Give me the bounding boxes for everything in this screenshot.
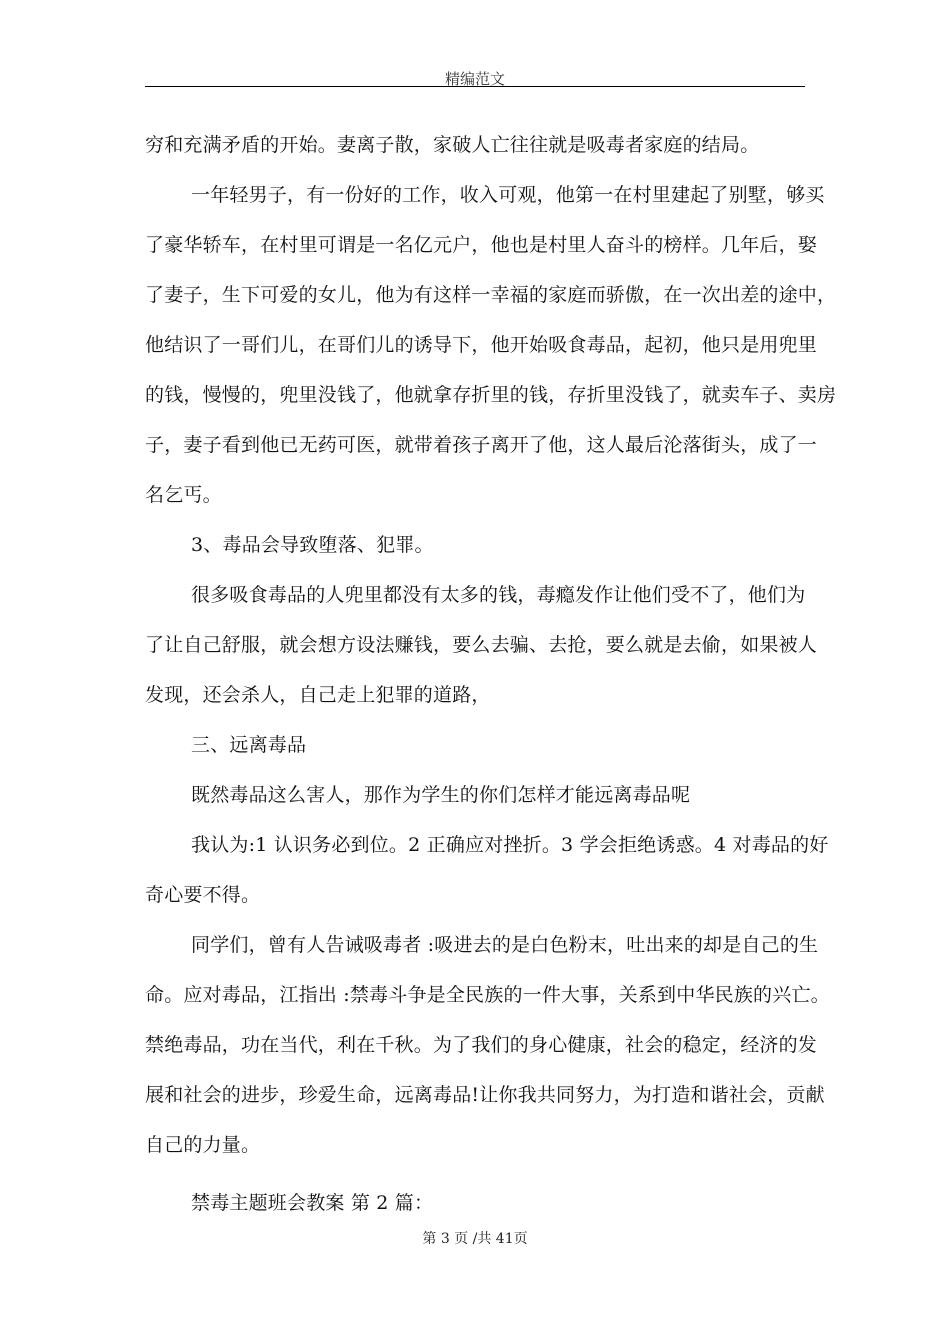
paragraph-line: 子，妻子看到他已无药可医，就带着孩子离开了他，这人最后沦落街头，成了一 xyxy=(145,434,818,456)
paragraph-line: 禁绝毒品，功在当代，利在千秋。为了我们的身心健康，社会的稳定，经济的发 xyxy=(145,1034,818,1056)
paragraph-line: 我认为:1 认识务必到位。2 正确应对挫折。3 学会拒绝诱惑。4 对毒品的好 xyxy=(191,834,829,856)
paragraph-line: 既然毒品这么害人，那作为学生的你们怎样才能远离毒品呢 xyxy=(191,784,691,806)
spacer xyxy=(145,1170,813,1178)
paragraph-line: 了让自己舒服，就会想方设法赚钱，要么去骗、去抢，要么就是去偷，如果被人 xyxy=(145,634,818,656)
section-heading: 三、远离毒品 xyxy=(191,734,307,756)
paragraph-line: 名乞丐。 xyxy=(145,484,222,506)
header-divider xyxy=(145,86,805,87)
paragraph-line: 命。应对毒品，江指出 :禁毒斗争是全民族的一件大事，关系到中华民族的兴亡。 xyxy=(145,984,830,1006)
paragraph-line: 奇心要不得。 xyxy=(145,884,261,906)
paragraph-line: 了妻子，生下可爱的女儿，他为有这样一幸福的家庭而骄傲，在一次出差的途中， xyxy=(145,284,837,306)
paragraph-line: 穷和充满矛盾的开始。妻离子散，家破人亡往往就是吸毒者家庭的结局。 xyxy=(145,134,760,156)
paragraph-line: 展和社会的进步，珍爱生命，远离毒品!让你我共同努力，为打造和谐社会，贡献 xyxy=(145,1084,825,1106)
section-heading: 3、毒品会导致堕落、犯罪。 xyxy=(191,534,434,556)
paragraph-line: 一年轻男子，有一份好的工作，收入可观，他第一在村里建起了别墅，够买 xyxy=(191,184,825,206)
section-heading: 禁毒主题班会教案 第 2 篇： xyxy=(191,1192,434,1214)
page-number-footer: 第 3 页 /共 41页 xyxy=(422,1231,528,1247)
paragraph-line: 他结识了一哥们儿，在哥们儿的诱导下，他开始吸食毒品，起初，他只是用兜里 xyxy=(145,334,818,356)
page-header-title: 精编范文 xyxy=(444,70,505,88)
paragraph-line: 同学们，曾有人告诫吸毒者 :吸进去的是白色粉末，吐出来的却是自己的生 xyxy=(191,934,819,956)
paragraph-line: 了豪华轿车，在村里可谓是一名亿元户，他也是村里人奋斗的榜样。几年后，娶 xyxy=(145,234,818,256)
document-body xyxy=(145,120,837,1228)
paragraph-line: 的钱，慢慢的，兜里没钱了，他就拿存折里的钱，存折里没钱了，就卖车子、卖房 xyxy=(145,384,837,406)
paragraph-line: 很多吸食毒品的人兜里都没有太多的钱，毒瘾发作让他们受不了，他们为 xyxy=(191,584,806,606)
paragraph-line: 自己的力量。 xyxy=(145,1134,261,1156)
paragraph-line: 发现，还会杀人，自己走上犯罪的道路， xyxy=(145,684,491,706)
